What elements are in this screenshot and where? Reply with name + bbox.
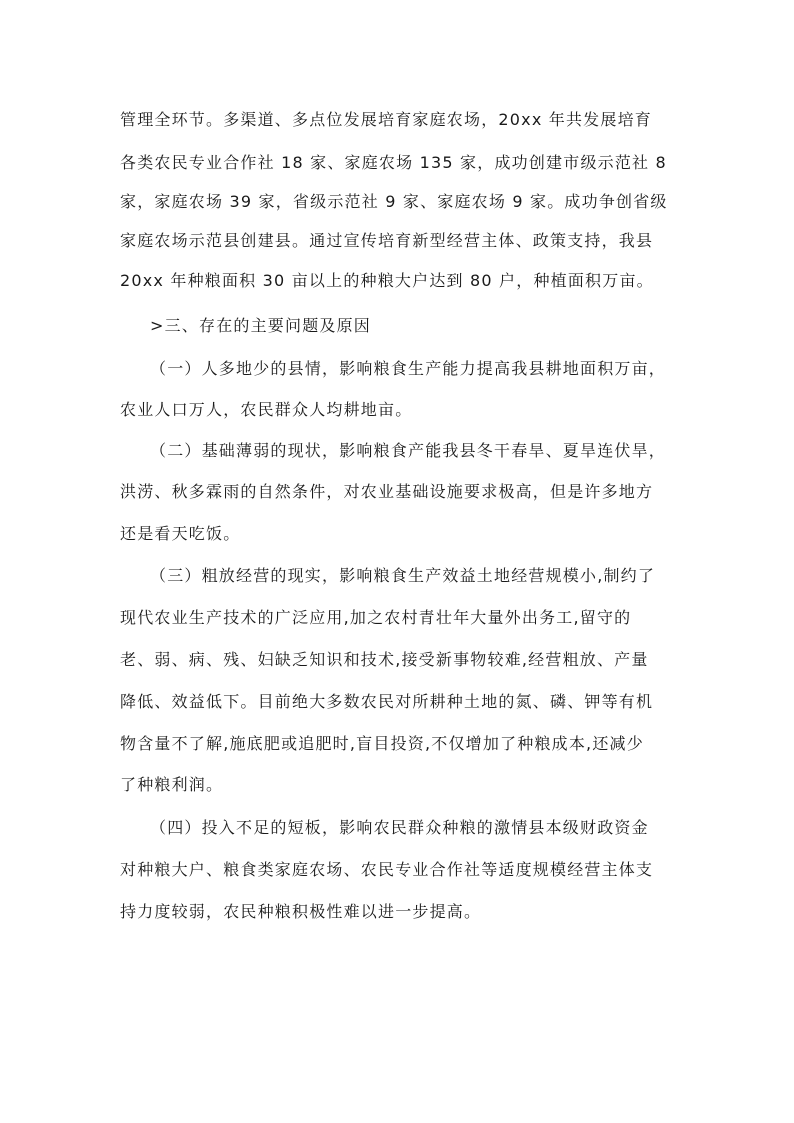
- body-text-line: 农业人口万人，农民群众人均耕地亩。: [120, 400, 413, 419]
- body-text-line: 现代农业生产技术的广泛应用,加之农村青壮年大量外出务工,留守的: [120, 608, 632, 627]
- body-text-line: 老、弱、病、残、妇缺乏知识和技术,接受新事物较难,经营粗放、产量: [120, 650, 649, 669]
- body-text-line: 对种粮大户、粮食类家庭农场、农民专业合作社等适度规模经营主体支: [120, 860, 654, 879]
- body-text-line: 家，家庭农场 39 家，省级示范社 9 家、家庭农场 9 家。成功争创省级: [120, 192, 668, 211]
- body-text-line: 洪涝、秋多霖雨的自然条件，对农业基础设施要求极高，但是许多地方: [120, 482, 654, 501]
- body-text-line: 持力度较弱，农民种粮积极性难以进一步提高。: [120, 902, 482, 921]
- body-text-line: 了种粮利润。: [120, 775, 224, 794]
- section-heading: >三、存在的主要问题及原因: [150, 316, 372, 335]
- body-text-line: 20xx 年种粮面积 30 亩以上的种粮大户达到 80 户，种植面积万亩。: [120, 271, 654, 290]
- body-text-line: 降低、效益低下。目前绝大多数农民对所耕种土地的氮、磷、钾等有机: [120, 692, 654, 711]
- body-text-line: 各类农民专业合作社 18 家、家庭农场 135 家，成功创建市级示范社 8: [120, 153, 667, 172]
- body-text-line: 还是看天吃饭。: [120, 524, 241, 543]
- body-text-line: （四）投入不足的短板，影响农民群众种粮的激情县本级财政资金: [150, 818, 649, 837]
- body-text-line: 管理全环节。多渠道、多点位发展培育家庭农场，20xx 年共发展培育: [120, 110, 652, 129]
- body-text-line: （三）粗放经营的现实，影响粮食生产效益土地经营规模小,制约了: [150, 566, 656, 585]
- body-text-line: （二）基础薄弱的现状，影响粮食产能我县冬干春旱、夏旱连伏旱，: [150, 441, 667, 460]
- body-text-line: 家庭农场示范县创建县。通过宣传培育新型经营主体、政策支持，我县: [120, 231, 654, 250]
- body-text-line: 物含量不了解,施底肥或追肥时,盲目投资,不仅增加了种粮成本,还减少: [120, 734, 644, 753]
- body-text-line: （一）人多地少的县情，影响粮食生产能力提高我县耕地面积万亩，: [150, 359, 667, 378]
